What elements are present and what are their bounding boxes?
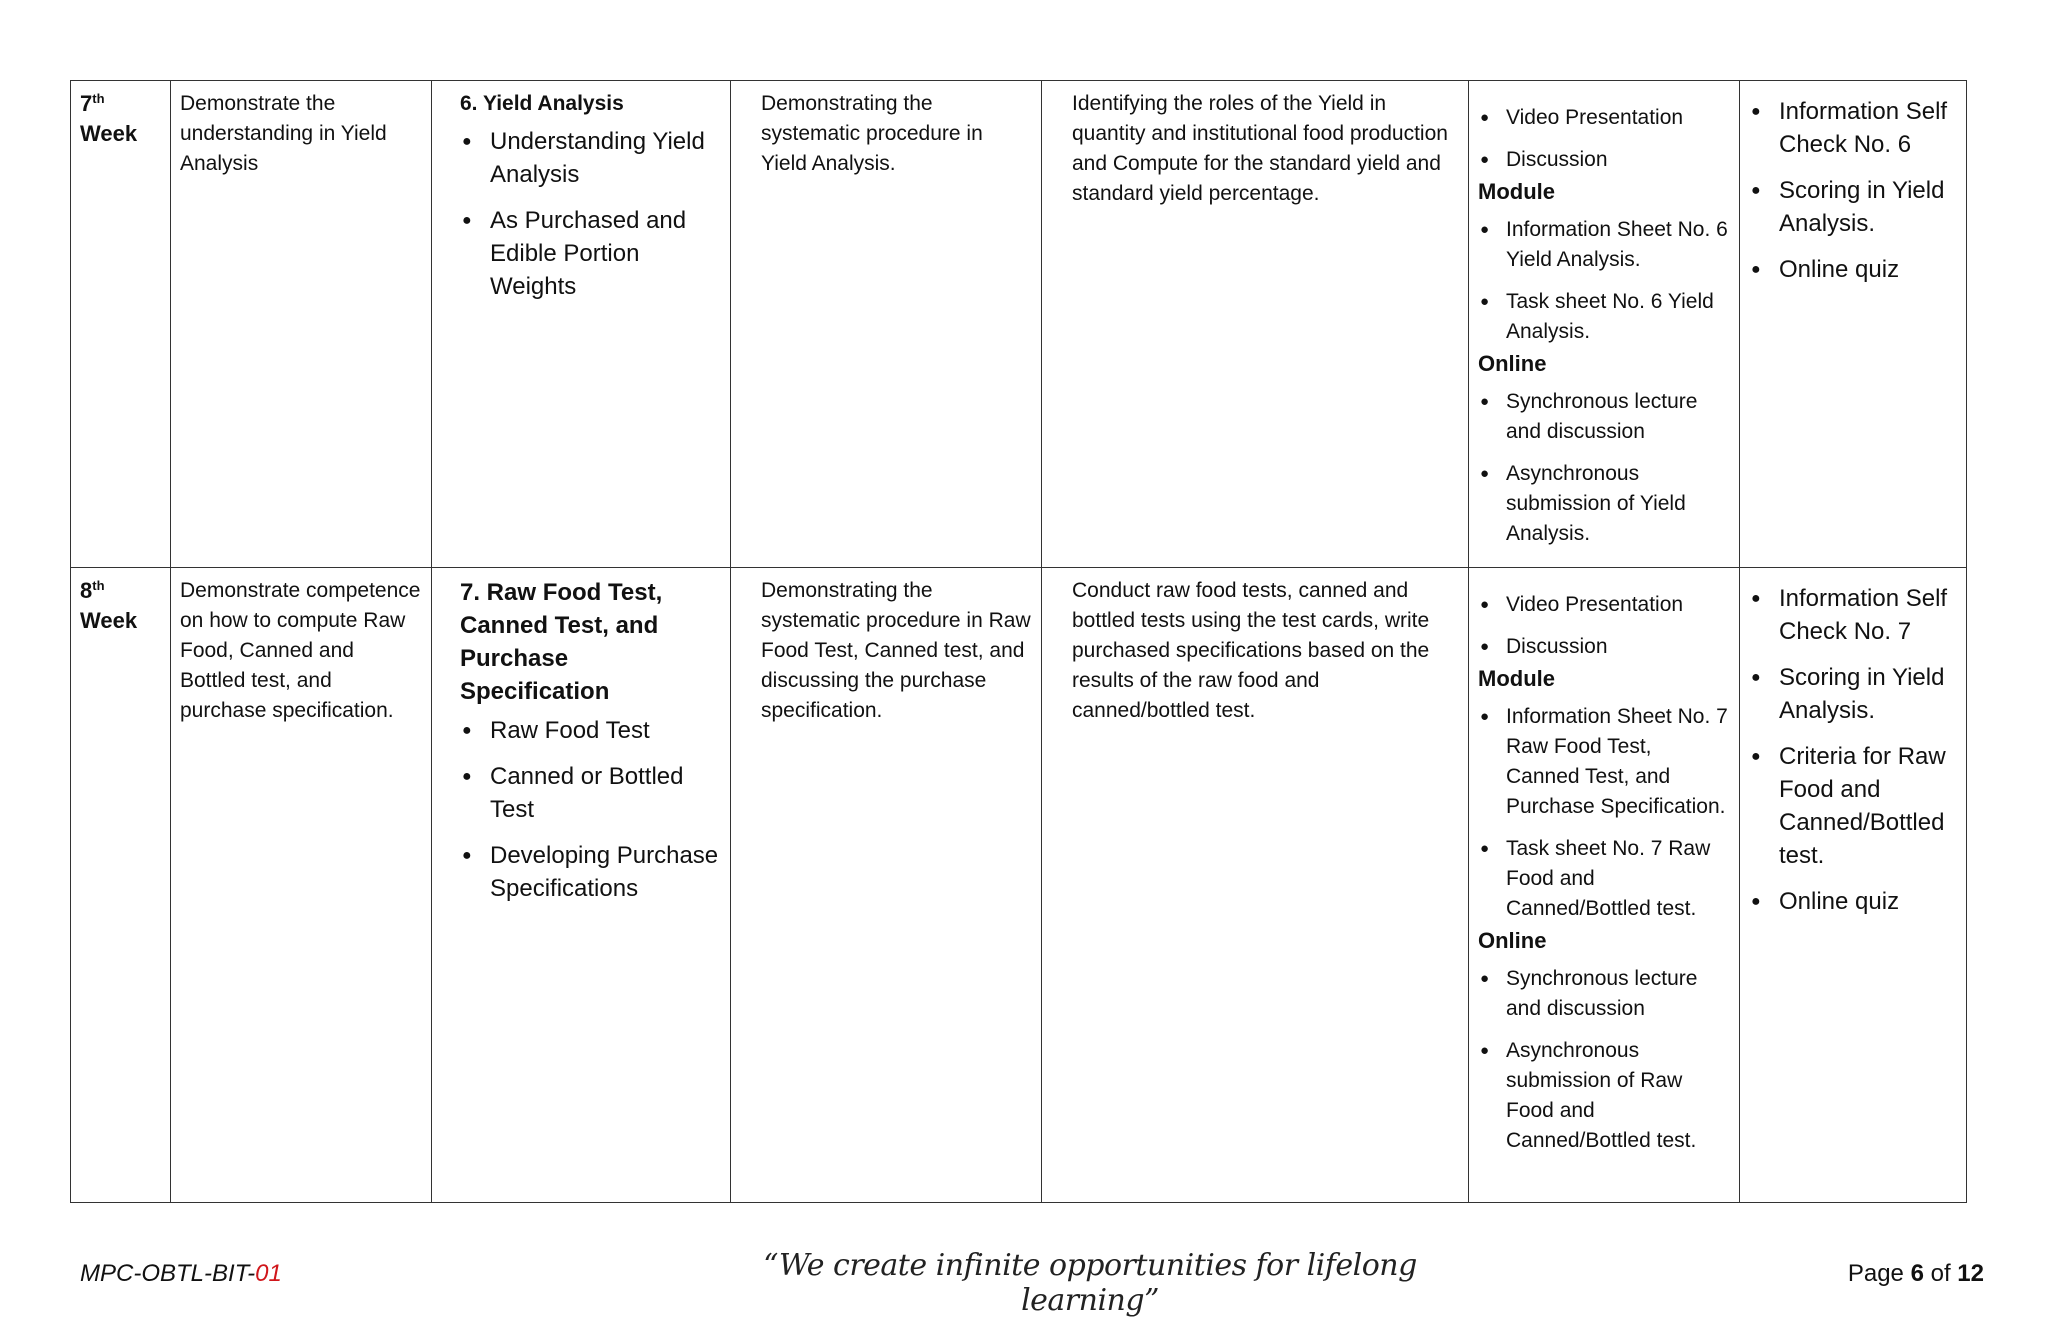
list-item: ● Developing Purchase Specifications [460,839,721,905]
list-item: ● Understanding Yield Analysis [460,125,721,191]
objective-cell [731,568,1042,1203]
list-item: ● Online quiz [1749,885,1957,918]
list-item: ● Information Self Check No. 6 [1749,95,1957,161]
list-item: ● Scoring in Yield Analysis. [1749,661,1957,727]
list-item: ● Video Presentation [1478,103,1730,133]
assessment-cell [1740,568,1967,1203]
topic-list [460,125,721,303]
activity-text: Identifying the roles of the Yield in quantity and institutional food production and Compute for the standard yield and standard yield percentage. [1072,92,1448,205]
page-number: Page 6 of 12 [1847,1260,1984,1287]
document-code: MPC-OBTL-BIT-01 [80,1260,282,1287]
activity-cell [1042,81,1469,568]
activity-cell [1042,568,1469,1203]
topic-title: 7. Raw Food Test, Canned Test, and Purchase Specification [460,579,663,705]
online-list [1478,964,1730,1156]
list-item: ● Asynchronous submission of Yield Analysis. [1478,459,1730,549]
list-item: ● Task sheet No. 7 Raw Food and Canned/Bottled test. [1478,834,1730,924]
objective-text: Demonstrating the systematic procedure in Raw Food Test, Canned test, and discussing the purchase specification. [761,579,1031,722]
footer-motto: “We create infinite opportunities for lifelong learning” [763,1248,1417,1318]
delivery-cell [1469,568,1740,1203]
assessment-cell [1740,81,1967,568]
list-item: ● Information Sheet No. 7 Raw Food Test, Canned Test, and Purchase Specification. [1478,702,1730,822]
learning-outcome-cell [171,568,432,1203]
delivery-cell [1469,81,1740,568]
topic-cell [432,568,731,1203]
list-item: ● Discussion [1478,632,1730,662]
assessment-list [1749,582,1957,918]
list-item: ● Synchronous lecture and discussion [1478,964,1730,1024]
module-list [1478,702,1730,924]
learning-outcome-text: Demonstrate the understanding in Yield Analysis [180,92,387,175]
list-item: ● Information Self Check No. 7 [1749,582,1957,648]
objective-cell [731,81,1042,568]
topic-cell [432,81,731,568]
online-heading: Online [1478,928,1547,953]
week-cell [71,81,171,568]
list-item: ● Canned or Bottled Test [460,760,721,826]
list-item: ● Criteria for Raw Food and Canned/Bottled test. [1749,740,1957,872]
week-label: 8th Week [80,578,138,633]
list-item: ● Raw Food Test [460,714,721,747]
list-item: ● Synchronous lecture and discussion [1478,387,1730,447]
table-row-week-7 [71,81,1967,568]
learning-outcome-text: Demonstrate competence on how to compute Raw Food, Canned and Bottled test, and purchase specification. [180,579,421,722]
online-heading: Online [1478,351,1547,376]
list-item: ● Scoring in Yield Analysis. [1749,174,1957,240]
week-label: 7th Week [80,91,138,146]
learning-outcome-cell [171,81,432,568]
topic-title: 6. Yield Analysis [460,92,624,115]
delivery-list [1478,590,1730,662]
list-item: ● As Purchased and Edible Portion Weights [460,204,721,303]
list-item: ● Task sheet No. 6 Yield Analysis. [1478,287,1730,347]
activity-text: Conduct raw food tests, canned and bottled tests using the test cards, write purchased specifications based on the results of the raw food and canned/bottled test. [1072,579,1430,722]
list-item: ● Discussion [1478,145,1730,175]
list-item: ● Information Sheet No. 6 Yield Analysis. [1478,215,1730,275]
syllabus-table [70,80,1967,1203]
list-item: ● Video Presentation [1478,590,1730,620]
topic-list [460,714,721,905]
list-item: ● Asynchronous submission of Raw Food and Canned/Bottled test. [1478,1036,1730,1156]
week-cell [71,568,171,1203]
delivery-list [1478,103,1730,175]
module-heading: Module [1478,666,1555,691]
online-list [1478,387,1730,549]
module-heading: Module [1478,179,1555,204]
objective-text: Demonstrating the systematic procedure in Yield Analysis. [761,92,983,175]
module-list [1478,215,1730,347]
list-item: ● Online quiz [1749,253,1957,286]
table-row-week-8 [71,568,1967,1203]
assessment-list [1749,95,1957,286]
